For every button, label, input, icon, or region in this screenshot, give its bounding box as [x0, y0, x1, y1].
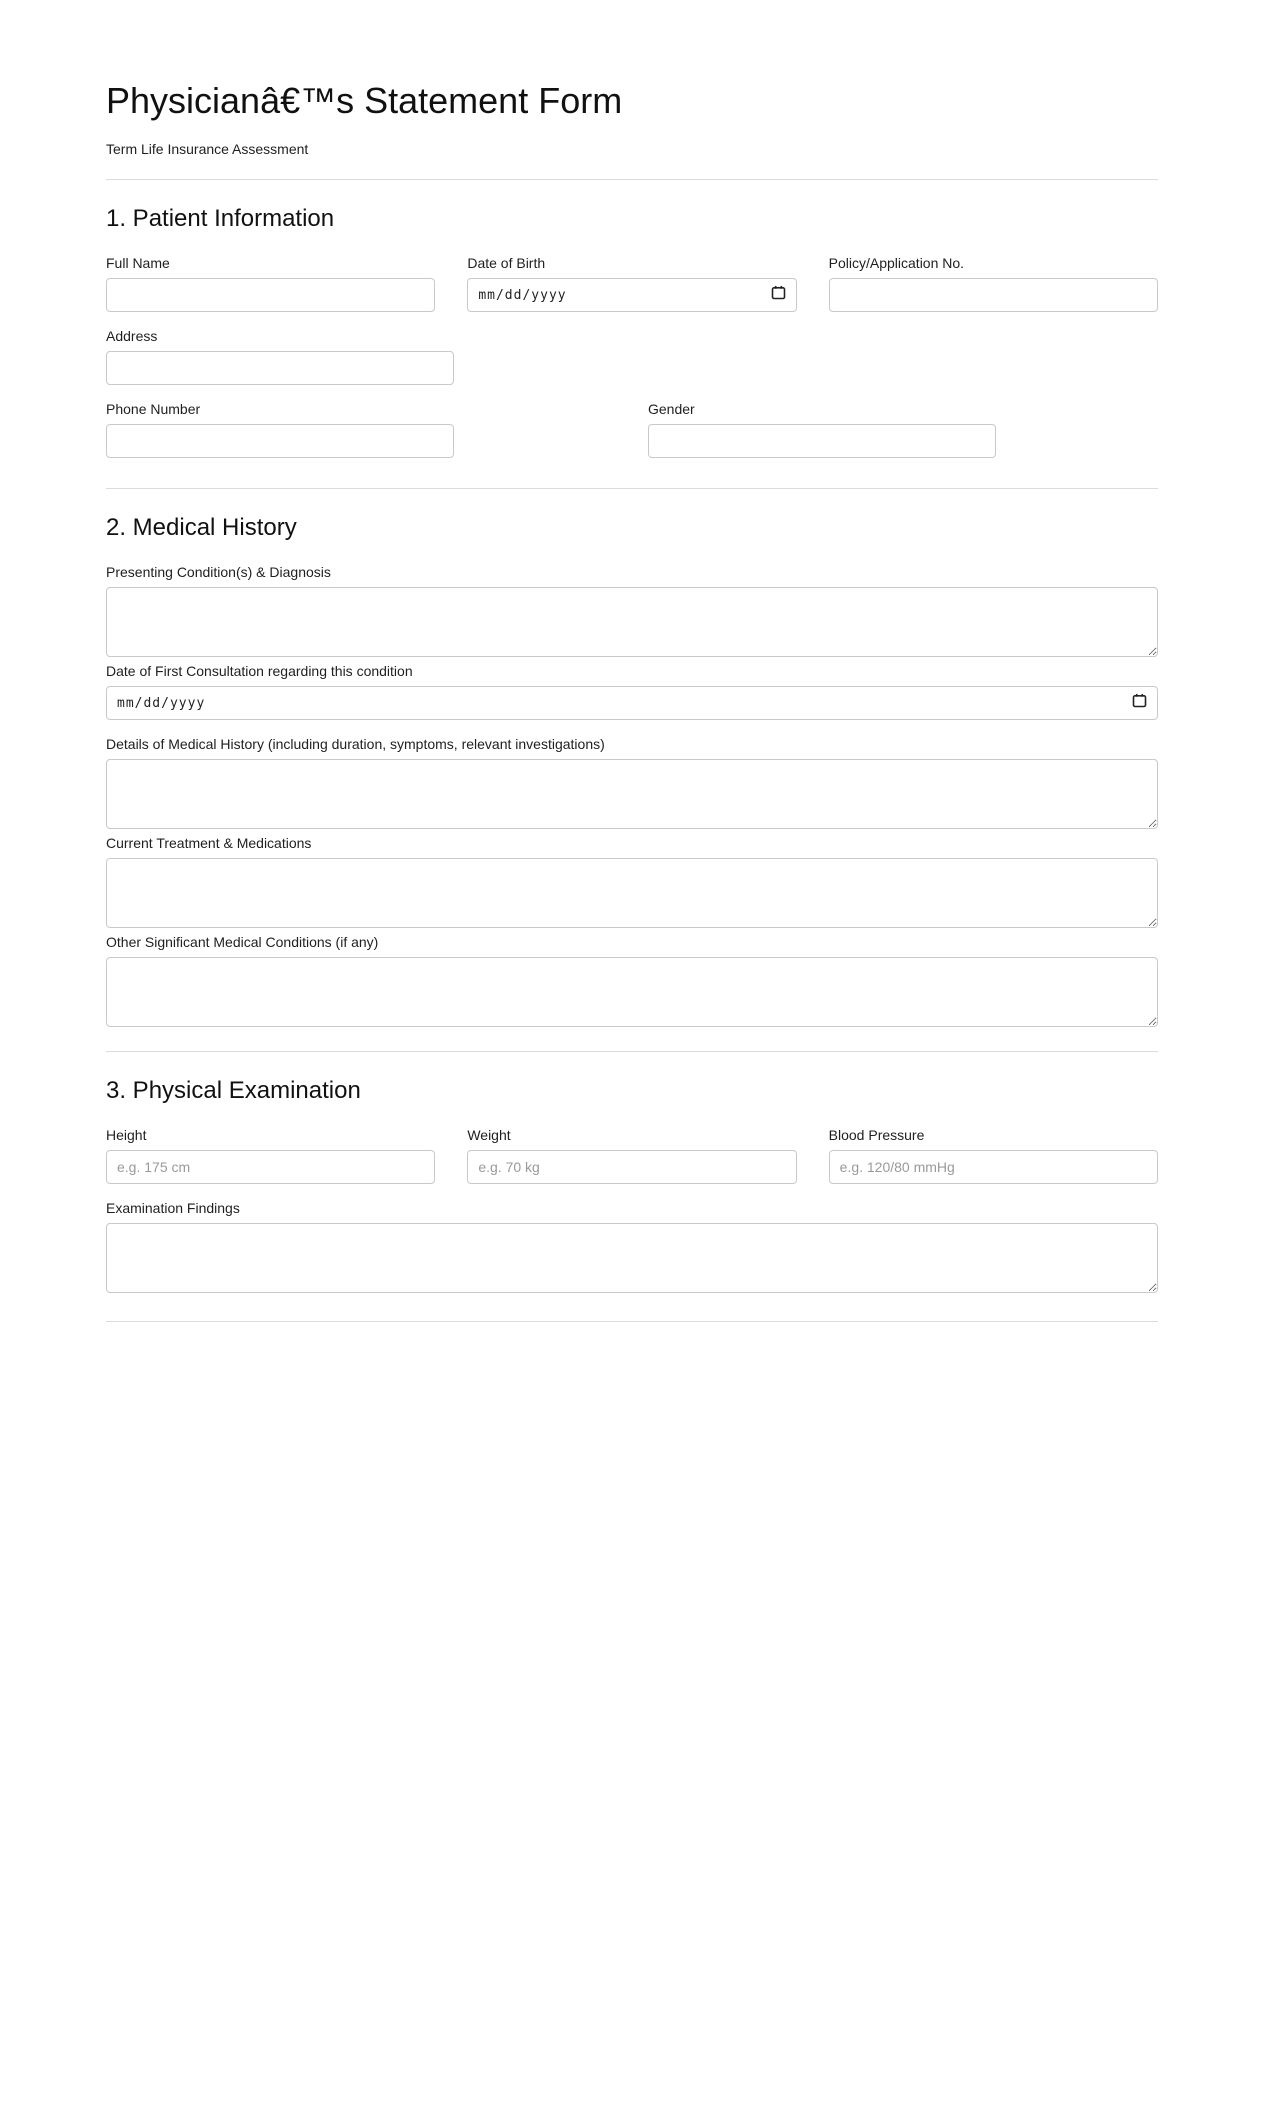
section-heading-patient-information: 1. Patient Information	[106, 205, 335, 232]
field-address	[106, 328, 1158, 385]
field-other-conditions	[106, 934, 1158, 1027]
presenting-condition-textarea[interactable]	[106, 587, 1158, 657]
physician-statement-form	[106, 80, 1158, 1322]
first-consultation-date-label: Date of First Consultation regarding this condition	[106, 663, 413, 679]
other-conditions-label: Other Significant Medical Conditions (if any)	[106, 934, 379, 950]
field-height	[106, 1127, 435, 1184]
date-of-birth-label: Date of Birth	[467, 255, 546, 271]
medical-history-details-label: Details of Medical History (including duration, symptoms, relevant investigations)	[106, 736, 605, 752]
section-physical-examination	[106, 1052, 1158, 1321]
address-label: Address	[106, 328, 158, 344]
section-heading-physical-examination: 3. Physical Examination	[106, 1077, 361, 1104]
date-placeholder-text: mm/dd/yyyy	[478, 287, 567, 303]
field-date-of-birth	[467, 255, 796, 312]
date-placeholder-text: mm/dd/yyyy	[117, 695, 206, 711]
policy-no-label: Policy/Application No.	[828, 255, 965, 271]
weight-label: Weight	[467, 1127, 511, 1143]
first-consultation-date-input[interactable]	[106, 686, 1158, 720]
phone-number-label: Phone Number	[106, 401, 201, 417]
field-gender	[648, 401, 1158, 458]
field-medical-history-details	[106, 736, 1158, 829]
calendar-icon[interactable]	[1132, 693, 1147, 713]
examination-findings-label: Examination Findings	[106, 1200, 240, 1216]
field-examination-findings	[106, 1200, 1158, 1293]
current-treatment-textarea[interactable]	[106, 858, 1158, 928]
calendar-icon[interactable]	[771, 285, 786, 305]
phone-number-input[interactable]	[106, 424, 454, 458]
field-phone-number	[106, 401, 616, 458]
field-policy-no	[829, 255, 1158, 312]
section-medical-history	[106, 489, 1158, 1051]
examination-findings-textarea[interactable]	[106, 1223, 1158, 1293]
medical-history-details-textarea[interactable]	[106, 759, 1158, 829]
height-label: Height	[106, 1127, 147, 1143]
blood-pressure-input[interactable]	[829, 1150, 1158, 1184]
gender-input[interactable]	[648, 424, 996, 458]
field-presenting-condition	[106, 564, 1158, 657]
presenting-condition-label: Presenting Condition(s) & Diagnosis	[106, 564, 331, 580]
field-blood-pressure	[829, 1127, 1158, 1184]
blood-pressure-label: Blood Pressure	[828, 1127, 925, 1143]
section-patient-information	[106, 180, 1158, 488]
full-name-input[interactable]	[106, 278, 435, 312]
field-current-treatment	[106, 835, 1158, 928]
page-subtitle: Term Life Insurance Assessment	[106, 141, 309, 157]
field-weight	[467, 1127, 796, 1184]
current-treatment-label: Current Treatment & Medications	[106, 835, 312, 851]
height-input[interactable]	[106, 1150, 435, 1184]
policy-no-input[interactable]	[829, 278, 1158, 312]
page-title: Physicianâ€™s Statement Form	[106, 80, 623, 121]
field-full-name	[106, 255, 435, 312]
address-input[interactable]	[106, 351, 454, 385]
weight-input[interactable]	[467, 1150, 796, 1184]
full-name-label: Full Name	[106, 255, 170, 271]
gender-label: Gender	[648, 401, 695, 417]
other-conditions-textarea[interactable]	[106, 957, 1158, 1027]
section-heading-medical-history: 2. Medical History	[106, 514, 297, 541]
date-of-birth-input[interactable]	[467, 278, 796, 312]
divider	[106, 1321, 1158, 1322]
field-first-consultation-date	[106, 663, 1158, 720]
